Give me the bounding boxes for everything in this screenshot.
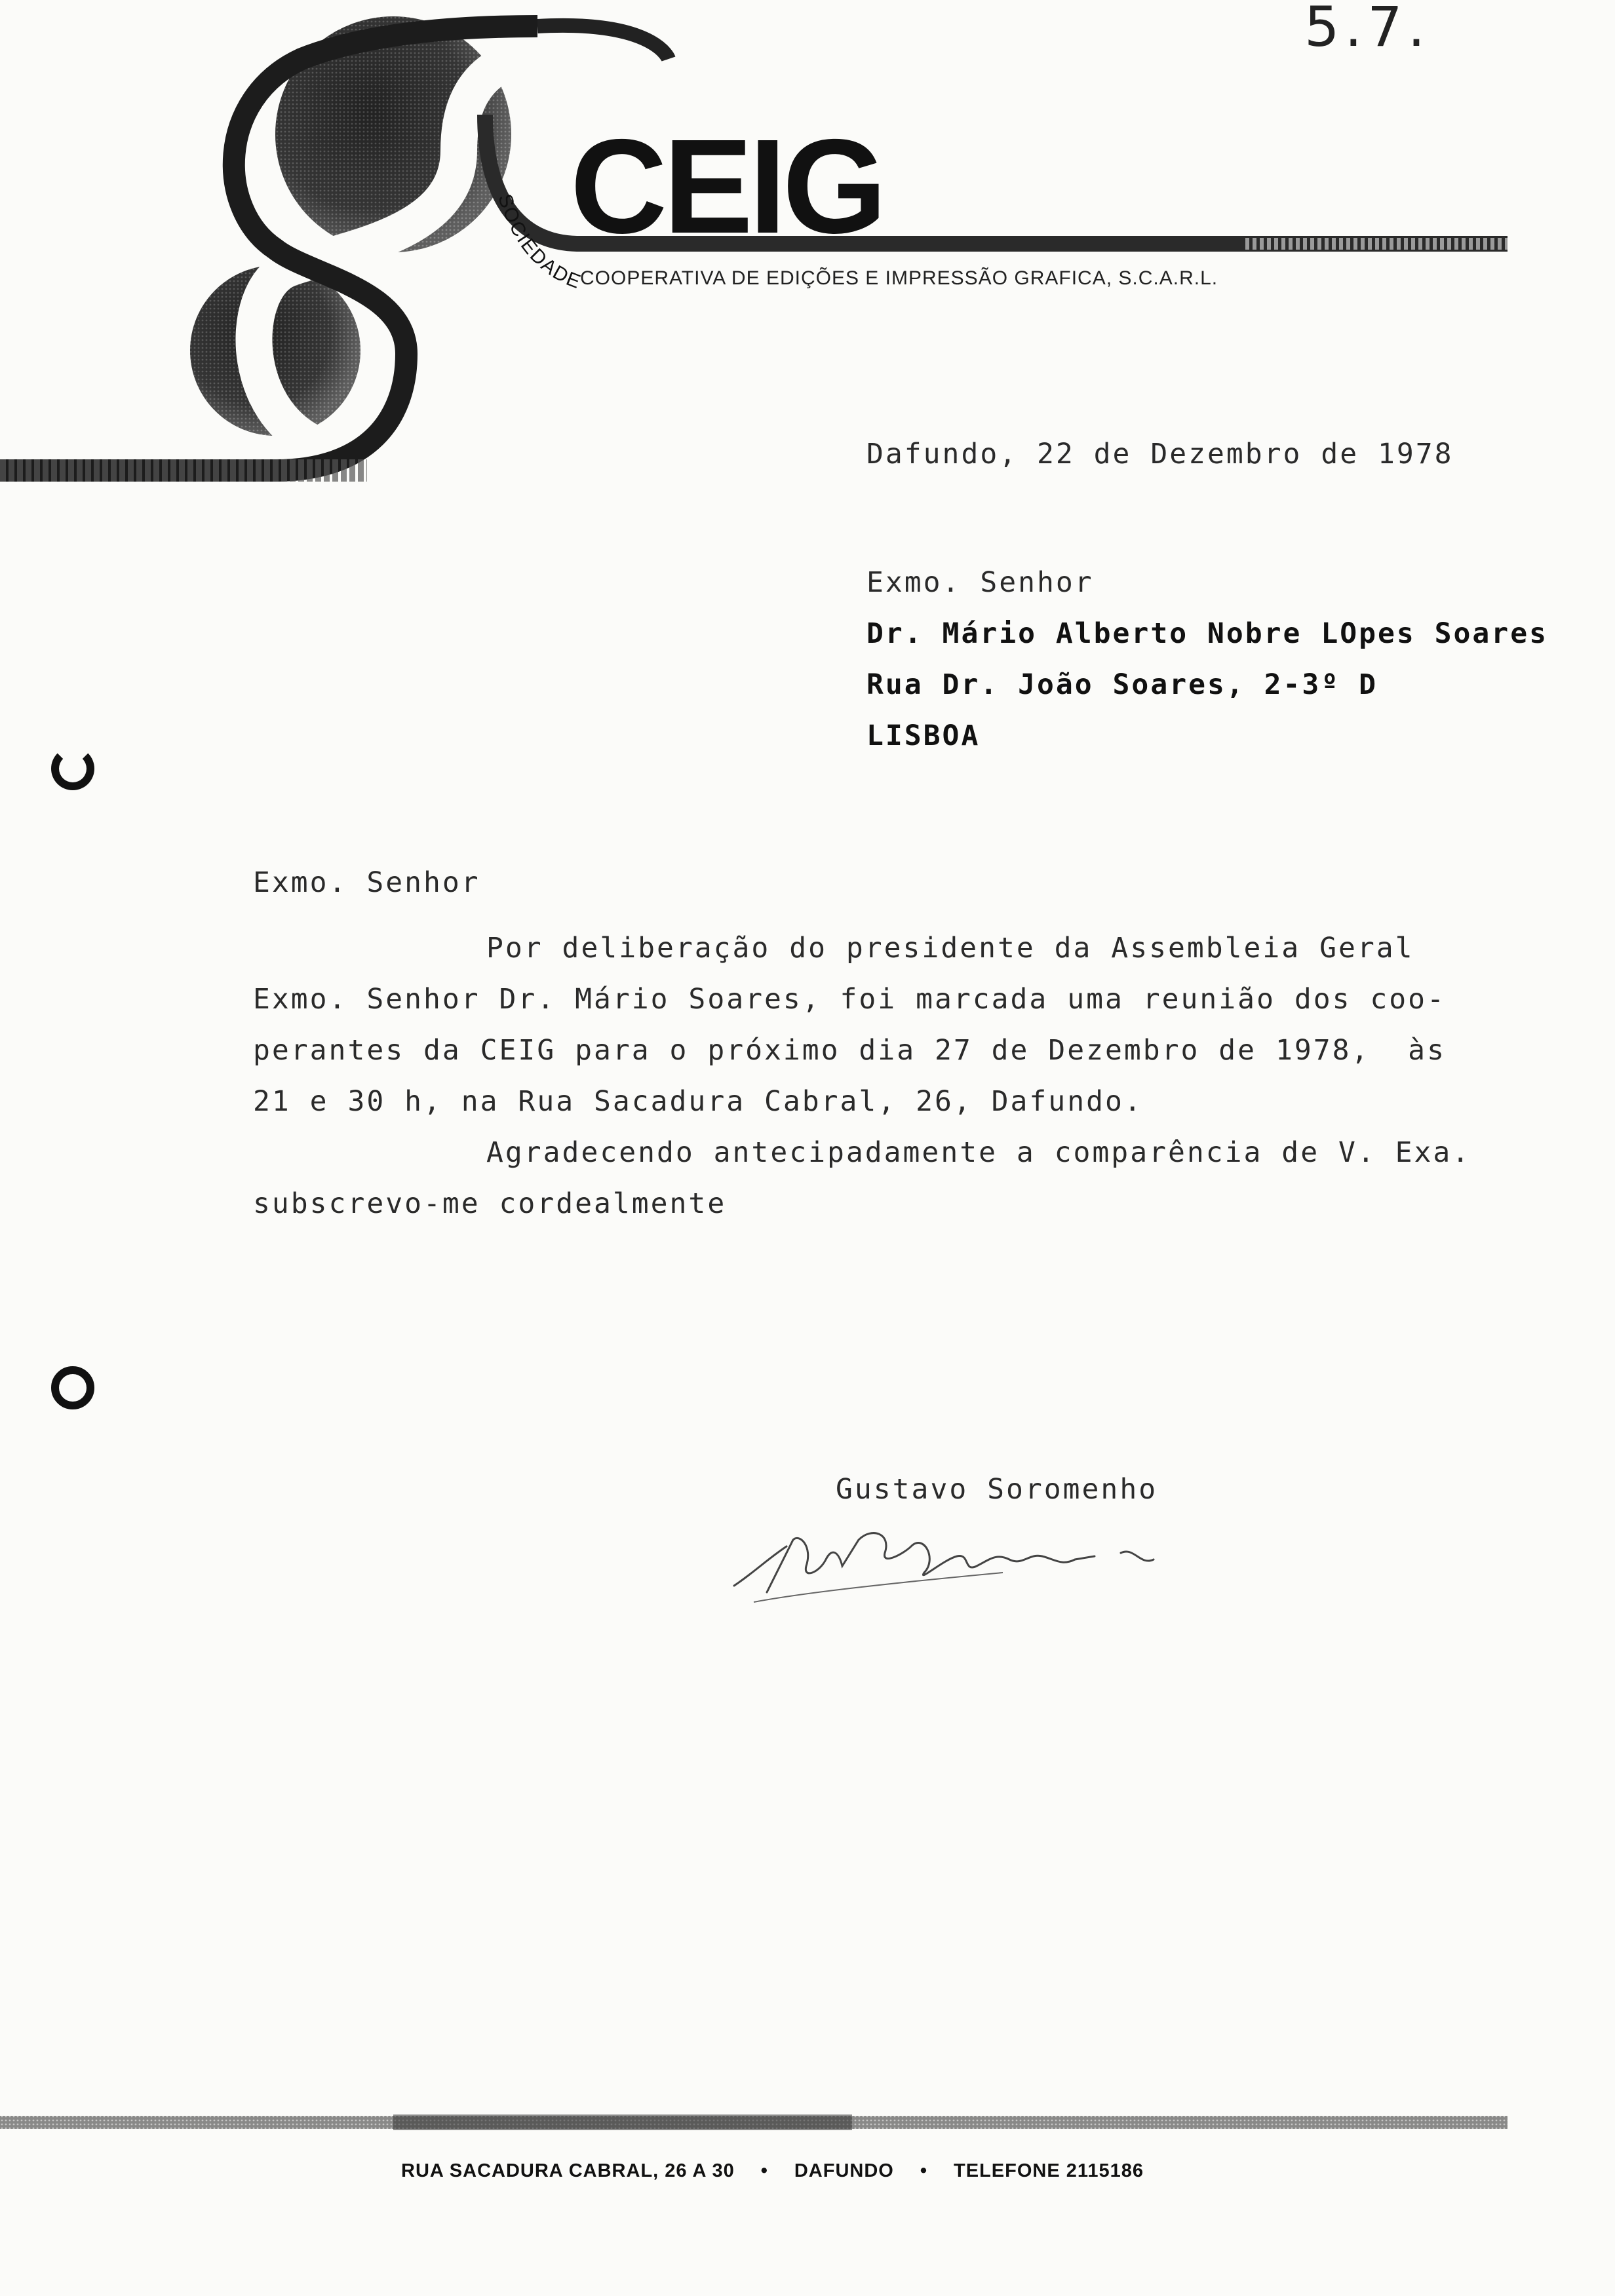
recipient-city: LISBOA [866,719,981,752]
letter-body [253,923,1498,1229]
body-line: subscrevo-me cordealmente [253,1187,727,1220]
logo-text: CEIG [570,111,884,261]
body-line: Exmo. Senhor Dr. Mário Soares, foi marcada uma reunião dos coo- [253,983,1446,1016]
footer-town: DAFUNDO [794,2160,894,2181]
punch-hole-bottom [51,1366,94,1409]
greeting: Exmo. Senhor [253,866,480,899]
body-line: perantes da CEIG para o próximo dia 27 de Dezembro de 1978, às [253,1034,1446,1067]
punch-hole-top [51,747,94,790]
recipient-name: Dr. Mário Alberto Nobre LOpes Soares [866,617,1548,650]
tagline-curved: SOCIEDADE [494,191,585,294]
signatory-name: Gustavo Soromenho [836,1473,1158,1506]
body-line: Por deliberação do presidente da Assembleia Geral [486,932,1414,965]
handwritten-signature [728,1520,1213,1618]
date-line: Dafundo, 22 de Dezembro de 1978 [866,438,1454,470]
footer-address [401,2160,1144,2182]
footer-phone: TELEFONE 2115186 [954,2160,1144,2181]
recipient-block [866,557,1548,761]
body-line: 21 e 30 h, na Rua Sacadura Cabral, 26, Dafundo. [253,1085,1143,1118]
footer-bar [0,2107,1615,2133]
footer-separator-dot: • [920,2160,928,2181]
letterhead [0,0,1615,498]
footer-street: RUA SACADURA CABRAL, 26 A 30 [401,2160,735,2181]
tagline-line: COOPERATIVA DE EDIÇÕES E IMPRESSÃO GRAFICA, S.C.A.R.L. [580,267,1218,289]
ceig-logo-graphic [0,0,1615,498]
recipient-salutation: Exmo. Senhor [866,566,1094,599]
footer-separator-dot: • [760,2160,768,2181]
recipient-street: Rua Dr. João Soares, 2-3º D [866,668,1378,701]
handwritten-page-number: 5.7. [1304,0,1431,59]
body-line: Agradecendo antecipadamente a comparência de V. Exa. [486,1136,1471,1169]
